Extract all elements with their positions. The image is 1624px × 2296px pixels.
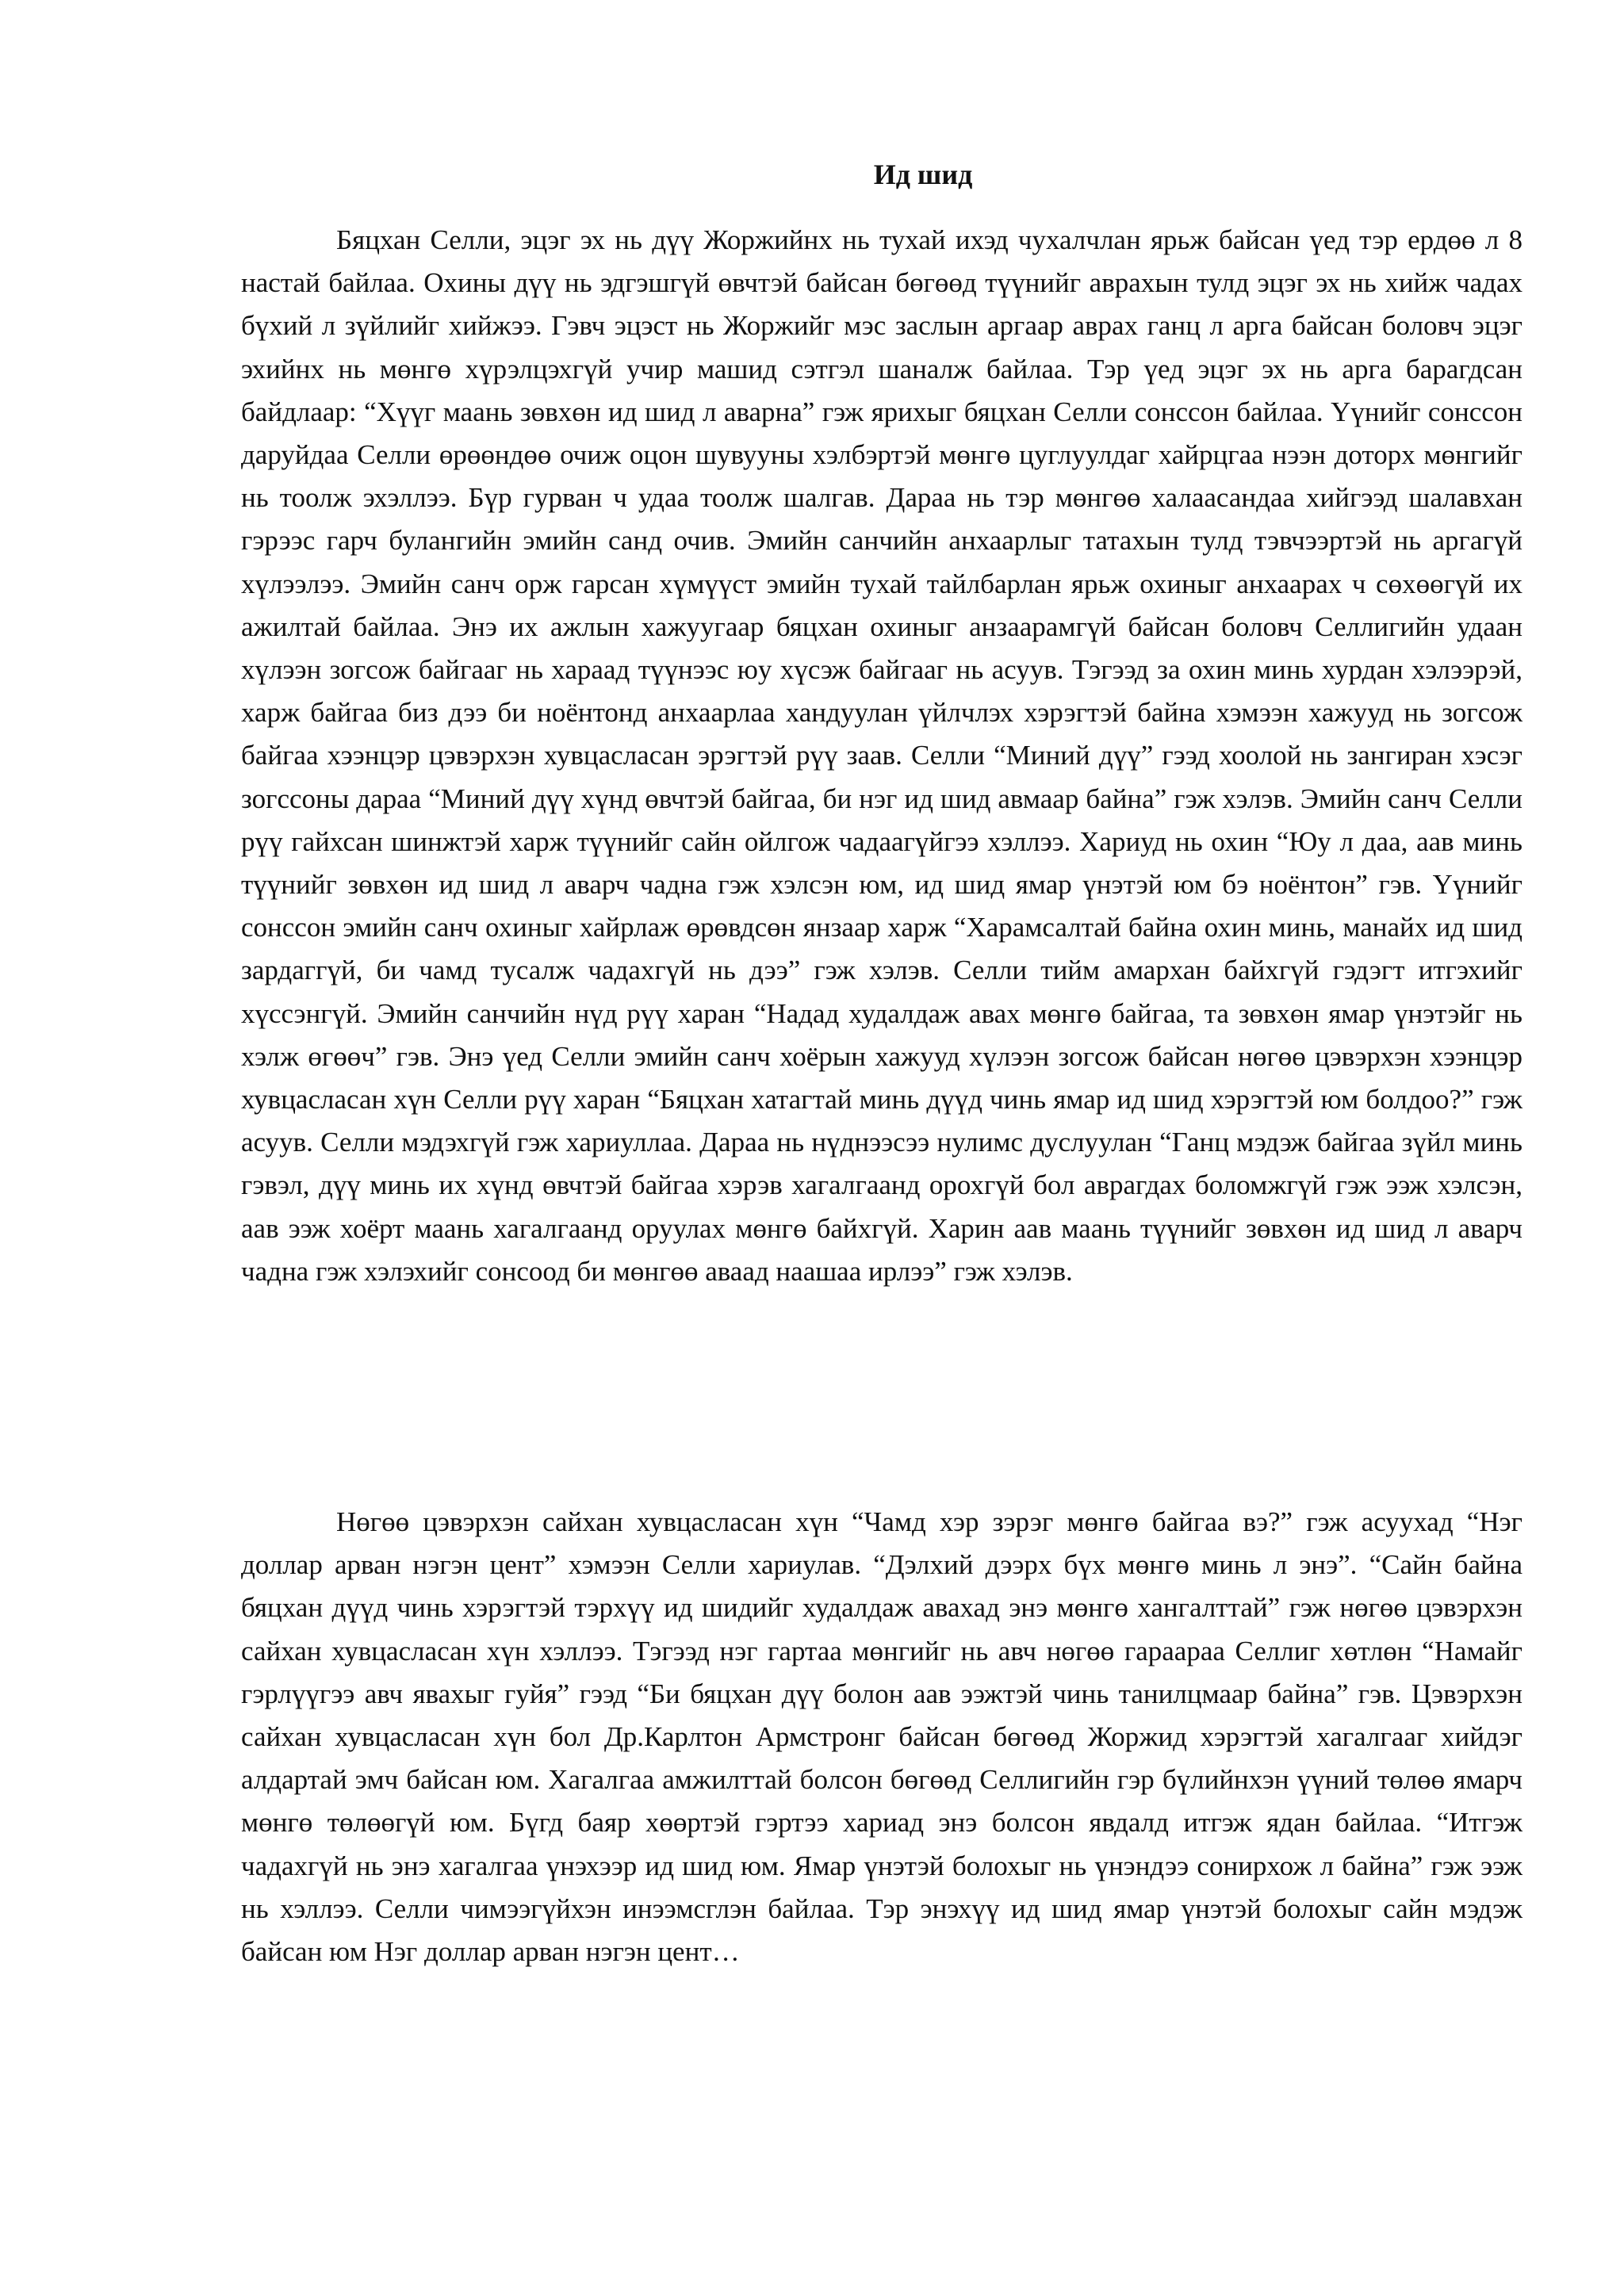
paragraph-2: Нөгөө цэвэрхэн сайхан хувцасласан хүн “Чамд хэр зэрэг мөнгө байгаа вэ?” гэж асуухад “Нэг доллар арван нэгэн цент” хэмээн Селли хариулав. “Дэлхий дээрх бүх мөнгө минь л энэ”. “Сайн байна бяцхан дүүд чинь хэрэгтэй тэрхүү ид шидийг худалдаж авахад энэ мөнгө хангалттай” гэж нөгөө цэвэрхэн сайхан хувцасласан хүн хэллээ. Тэгээд нэг гартаа мөнгийг нь авч нөгөө гараараа Селлиг хөтлөн “Намайг гэрлүүгээ авч явахыг гуйя” гээд “Би бяцхан дүү болон аав ээжтэй чинь танилцмаар байна” гэв. Цэвэрхэн сайхан хувцасласан хүн бол Др.Карлтон Армстронг байсан бөгөөд Жоржид хэрэгтэй хагалгааг хийдэг алдартай эмч байсан юм. Хагалгаа амжилттай болсон бөгөөд Селлигийн гэр бүлийнхэн үүний төлөө ямарч мөнгө төлөөгүй юм. Бүгд баяр хөөртэй гэртээ хариад энэ болсон явдалд итгэж ядан байлаа. “Итгэж чадахгүй нь энэ хагалгаа үнэхээр ид шид юм. Ямар үнэтэй болохыг нь үнэндээ сонирхож л байна” гэж ээж нь хэллээ. Селли чимээгүйхэн инээмсглэн байлаа. Тэр энэхүү ид шид ямар үнэтэй болохыг сайн мэдэж байсан юм Нэг доллар арван нэгэн цент…: [241, 1506, 1522, 1968]
paragraph-1: Бяцхан Селли, эцэг эх нь дүү Жоржийнх нь тухай ихэд чухалчлан ярьж байсан үед тэр ердөө л 8 настай байлаа. Охины дүү нь эдгэшгүй өвчтэй байсан бөгөөд түүнийг аврахын тулд эцэг эх нь хийж чадах бүхий л зүйлийг хийжээ. Гэвч эцэст нь Жоржийг мэс заслын аргаар аврах ганц л арга байсан боловч эцэг эхийнх нь мөнгө хүрэлцэхгүй учир машид сэтгэл шаналж байлаа. Тэр үед эцэг эх нь арга барагдсан байдлаар: “Хүүг маань зөвхөн ид шид л аварна” гэж ярихыг бяцхан Селли сонссон байлаа. Үүнийг сонссон даруйдаа Селли өрөөндөө очиж оцон шувууны хэлбэртэй мөнгө цуглуулдаг хайрцгаа нээн доторх мөнгийг нь тоолж эхэллээ. Бүр гурван ч удаа тоолж шалгав. Дараа нь тэр мөнгөө халаасандаа хийгээд шалавхан гэрээс гарч булангийн эмийн санд очив. Эмийн санчийн анхаарлыг татахын тулд тэвчээртэй нь аргагүй хүлээлээ. Эмийн санч орж гарсан хүмүүст эмийн тухай тайлбарлан ярьж охиныг анхаарах ч сөхөөгүй их ажилтай байлаа. Энэ их ажлын хажуугаар бяцхан охиныг анзаарамгүй байсан боловч Селлигийн удаан хүлээн зогсож байгааг нь хараад түүнээс юу хүсэж байгааг нь асуув. Тэгээд за охин минь хурдан хэлээрэй, харж байгаа биз дээ би ноёнтонд анхаарлаа хандуулан үйлчлэх хэрэгтэй байна хэмээн хажууд нь зогсож байгаа хээнцэр цэвэрхэн хувцасласан эрэгтэй рүү заав. Селли “Миний дүү” гээд хоолой нь зангиран хэсэг зогссоны дараа “Миний дүү хүнд өвчтэй байгаа, би нэг ид шид авмаар байна” гэж хэлэв. Эмийн санч Селли рүү гайхсан шинжтэй харж түүнийг сайн ойлгож чадаагүйгээ хэллээ. Хариуд нь охин “Юу л даа, аав минь түүнийг зөвхөн ид шид л аварч чадна гэж хэлсэн юм, ид шид ямар үнэтэй юм бэ ноёнтон” гэв. Үүнийг сонссон эмийн санч охиныг хайрлаж өрөвдсөн янзаар харж “Харамсалтай байна охин минь, манайх ид шид зардаггүй, би чамд тусалж чадахгүй нь дээ” гэж хэлэв. Селли тийм амархан байхгүй гэдэгт итгэхийг хүссэнгүй. Эмийн санчийн нүд рүү харан “Надад худалдаж авах мөнгө байгаа, та зөвхөн ямар үнэтэйг нь хэлж өгөөч” гэв. Энэ үед Селли эмийн санч хоёрын хажууд хүлээн зогсож байсан нөгөө цэвэрхэн хээнцэр хувцасласан хүн Селли рүү харан “Бяцхан хатагтай минь дүүд чинь ямар ид шид хэрэгтэй юм болдоо?” гэж асуув. Селли мэдэхгүй гэж хариуллаа. Дараа нь нүднээсээ нулимс дуслуулан “Ганц мэдэж байгаа зүйл минь гэвэл, дүү минь их хүнд өвчтэй байгаа хэрэв хагалгаанд орохгүй бол аврагдах боломжгүй гэж ээж хэлсэн, аав ээж хоёрт маань хагалгаанд оруулах мөнгө байхгүй. Харин аав маань түүнийг зөвхөн ид шид л аварч чадна гэж хэлэхийг сонсоод би мөнгөө аваад наашаа ирлээ” гэж хэлэв.: [241, 224, 1522, 1287]
document-title: Ид шид: [873, 159, 973, 190]
